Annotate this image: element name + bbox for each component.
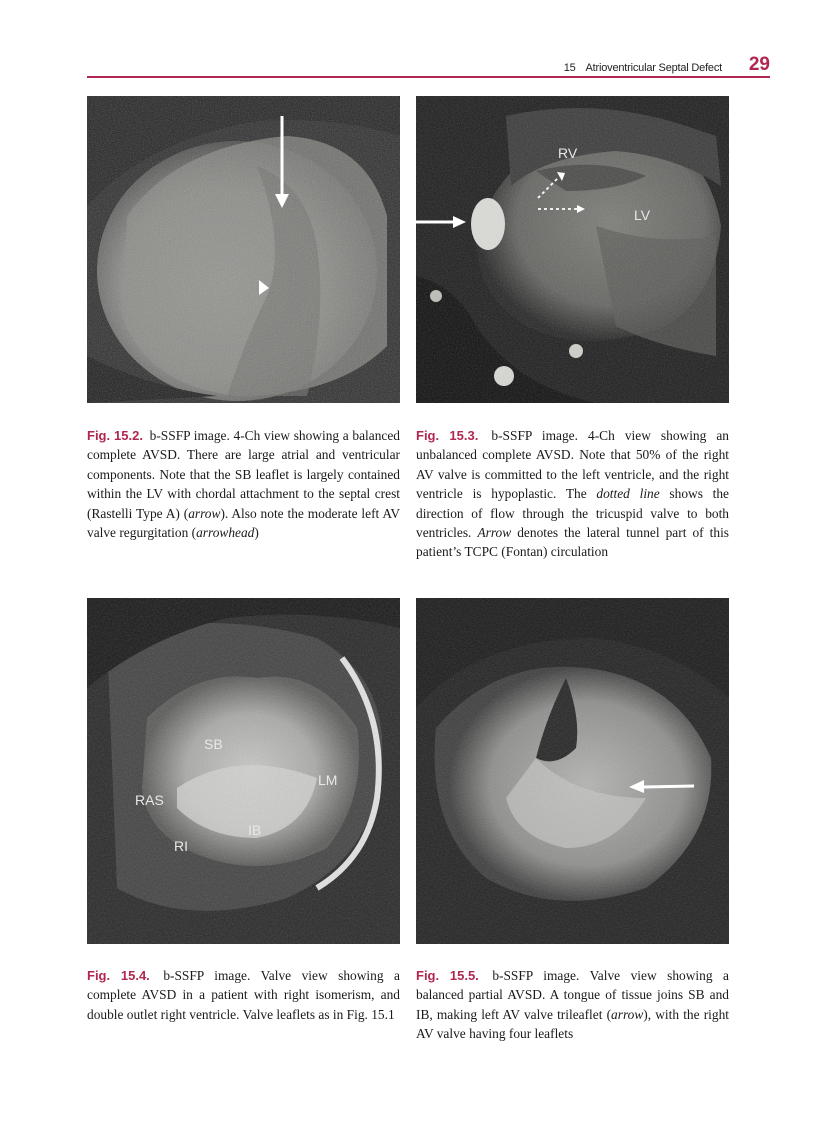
- page-number: 29: [748, 54, 770, 75]
- figure-label: Fig. 15.5.: [416, 968, 479, 983]
- figure-15-2-image: [87, 96, 400, 403]
- running-header: [87, 56, 770, 78]
- figure-15-5-image: [416, 598, 729, 944]
- figure-label: Fig. 15.3.: [416, 428, 479, 443]
- figure-label: Fig. 15.2.: [87, 428, 143, 443]
- figure-15-4-caption: Fig. 15.4. b-SSFP image. Valve view showing a complete AVSD in a patient with right isomerism, and double outlet right ventricle. Valve leaflets as in Fig. 15.1: [87, 968, 400, 1022]
- arrow-icon: [644, 786, 694, 787]
- label-sb: SB: [204, 736, 223, 752]
- chapter-title: Atrioventricular Septal Defect: [585, 62, 722, 74]
- figure-15-3-image: [416, 96, 729, 403]
- figure-15-3-caption: Fig. 15.3. b-SSFP image. 4-Ch view showing an unbalanced complete AVSD. Note that 50% of the right AV valve is committed to the left ventricle, and the right ventricle is hypoplastic. The dotted line shows the direction of flow through the tricuspid valve to both ventricles. Arrow denotes the lateral tunnel part of this patient’s TCPC (Fontan) circulation: [416, 428, 730, 560]
- chapter-heading: [564, 62, 722, 74]
- header-rule: [87, 76, 770, 78]
- label-rv: RV: [558, 145, 578, 161]
- figure-15-2-caption: Fig. 15.2. b-SSFP image. 4-Ch view showing a balanced complete AVSD. There are large atrial and ventricular components. Note that the SB leaflet is largely contained within the LV with chordal attachment to the septal crest (Rastelli Type A) (arrow). Also note the moderate left AV valve regurgitation (arrowhead): [87, 428, 400, 541]
- label-ri: RI: [174, 838, 188, 854]
- chapter-number: 15: [563, 62, 576, 74]
- label-lm: LM: [318, 772, 338, 788]
- figure-label: Fig. 15.4.: [87, 968, 150, 983]
- label-ras: RAS: [135, 792, 164, 808]
- label-lv: LV: [634, 207, 651, 223]
- figure-15-4-image: [87, 598, 400, 944]
- figure-15-5-caption: Fig. 15.5. b-SSFP image. Valve view showing a balanced partial AVSD. A tongue of tissue joins SB and IB, making left AV valve trileaflet (arrow), with the right AV valve having four leaflets: [416, 968, 729, 1042]
- label-ib: IB: [248, 822, 262, 838]
